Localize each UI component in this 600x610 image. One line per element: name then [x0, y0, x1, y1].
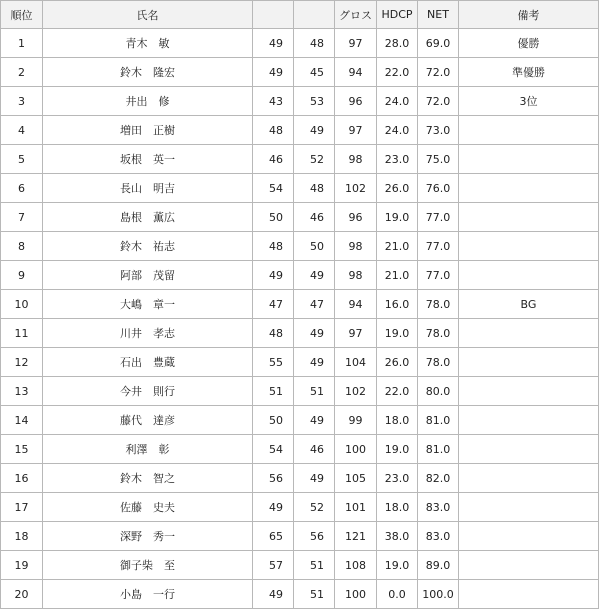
cell-in: 52: [294, 145, 335, 174]
cell-gross: 100: [335, 435, 377, 464]
header-gross: グロス: [335, 1, 377, 29]
cell-out: 47: [253, 290, 294, 319]
cell-name: 深野 秀一: [43, 522, 253, 551]
cell-rank: 9: [1, 261, 43, 290]
table-row: [1, 377, 599, 406]
cell-gross: 94: [335, 58, 377, 87]
cell-hdcp: 19.0: [377, 435, 418, 464]
cell-rank: 8: [1, 232, 43, 261]
table-row: [1, 464, 599, 493]
header-out: [253, 1, 294, 29]
cell-gross: 97: [335, 319, 377, 348]
table-row: [1, 29, 599, 58]
cell-name: 小島 一行: [43, 580, 253, 609]
cell-in: 49: [294, 406, 335, 435]
cell-name: 井出 修: [43, 87, 253, 116]
cell-out: 49: [253, 580, 294, 609]
cell-rank: 5: [1, 145, 43, 174]
cell-out: 48: [253, 232, 294, 261]
table-row: [1, 232, 599, 261]
cell-hdcp: 21.0: [377, 261, 418, 290]
header-hdcp: HDCP: [377, 1, 418, 29]
cell-hdcp: 26.0: [377, 348, 418, 377]
cell-note: [459, 261, 599, 290]
cell-name: 島根 薫広: [43, 203, 253, 232]
cell-in: 49: [294, 261, 335, 290]
table-row: [1, 493, 599, 522]
cell-in: 49: [294, 116, 335, 145]
cell-net: 89.0: [418, 551, 459, 580]
cell-out: 55: [253, 348, 294, 377]
cell-hdcp: 22.0: [377, 377, 418, 406]
cell-in: 56: [294, 522, 335, 551]
cell-net: 78.0: [418, 319, 459, 348]
cell-net: 82.0: [418, 464, 459, 493]
cell-gross: 98: [335, 145, 377, 174]
table-row: [1, 203, 599, 232]
cell-note: [459, 232, 599, 261]
cell-in: 45: [294, 58, 335, 87]
cell-note: [459, 377, 599, 406]
table-row: [1, 174, 599, 203]
cell-note: [459, 145, 599, 174]
header-note: 備考: [459, 1, 599, 29]
cell-name: 利澤 彰: [43, 435, 253, 464]
cell-hdcp: 22.0: [377, 58, 418, 87]
cell-net: 77.0: [418, 232, 459, 261]
cell-gross: 101: [335, 493, 377, 522]
cell-out: 49: [253, 493, 294, 522]
cell-out: 54: [253, 435, 294, 464]
table-row: [1, 580, 599, 609]
cell-in: 52: [294, 493, 335, 522]
cell-in: 49: [294, 348, 335, 377]
header-net: NET: [418, 1, 459, 29]
cell-rank: 1: [1, 29, 43, 58]
cell-name: 阿部 茂留: [43, 261, 253, 290]
table-row: [1, 145, 599, 174]
table-row: [1, 58, 599, 87]
cell-in: 48: [294, 174, 335, 203]
table-row: [1, 435, 599, 464]
cell-hdcp: 19.0: [377, 319, 418, 348]
cell-name: 佐藤 史夫: [43, 493, 253, 522]
cell-out: 54: [253, 174, 294, 203]
cell-gross: 97: [335, 116, 377, 145]
table-row: [1, 551, 599, 580]
table-row: [1, 87, 599, 116]
cell-gross: 102: [335, 377, 377, 406]
cell-note: 準優勝: [459, 58, 599, 87]
cell-net: 81.0: [418, 406, 459, 435]
header-name: 氏名: [43, 1, 253, 29]
cell-gross: 98: [335, 232, 377, 261]
cell-gross: 98: [335, 261, 377, 290]
cell-name: 長山 明吉: [43, 174, 253, 203]
cell-note: [459, 203, 599, 232]
cell-out: 43: [253, 87, 294, 116]
cell-rank: 4: [1, 116, 43, 145]
cell-rank: 2: [1, 58, 43, 87]
cell-hdcp: 24.0: [377, 116, 418, 145]
cell-net: 83.0: [418, 493, 459, 522]
cell-net: 76.0: [418, 174, 459, 203]
cell-in: 46: [294, 435, 335, 464]
cell-rank: 19: [1, 551, 43, 580]
cell-rank: 12: [1, 348, 43, 377]
cell-net: 81.0: [418, 435, 459, 464]
table-row: [1, 116, 599, 145]
cell-out: 49: [253, 58, 294, 87]
cell-hdcp: 19.0: [377, 551, 418, 580]
cell-name: 青木 敏: [43, 29, 253, 58]
cell-gross: 108: [335, 551, 377, 580]
cell-in: 49: [294, 464, 335, 493]
header-rank: 順位: [1, 1, 43, 29]
cell-out: 49: [253, 261, 294, 290]
cell-in: 51: [294, 580, 335, 609]
cell-name: 鈴木 隆宏: [43, 58, 253, 87]
cell-net: 78.0: [418, 290, 459, 319]
header-row: [1, 1, 599, 29]
cell-name: 御子柴 至: [43, 551, 253, 580]
cell-out: 65: [253, 522, 294, 551]
cell-note: [459, 348, 599, 377]
cell-note: [459, 580, 599, 609]
cell-name: 今井 則行: [43, 377, 253, 406]
cell-note: 優勝: [459, 29, 599, 58]
table-row: [1, 406, 599, 435]
cell-rank: 13: [1, 377, 43, 406]
cell-net: 83.0: [418, 522, 459, 551]
cell-hdcp: 38.0: [377, 522, 418, 551]
cell-rank: 18: [1, 522, 43, 551]
cell-hdcp: 23.0: [377, 464, 418, 493]
cell-hdcp: 24.0: [377, 87, 418, 116]
cell-gross: 96: [335, 203, 377, 232]
cell-rank: 15: [1, 435, 43, 464]
cell-hdcp: 18.0: [377, 406, 418, 435]
cell-out: 49: [253, 29, 294, 58]
cell-out: 48: [253, 319, 294, 348]
cell-hdcp: 21.0: [377, 232, 418, 261]
cell-in: 50: [294, 232, 335, 261]
cell-hdcp: 19.0: [377, 203, 418, 232]
cell-note: [459, 464, 599, 493]
cell-net: 73.0: [418, 116, 459, 145]
cell-net: 77.0: [418, 203, 459, 232]
cell-gross: 99: [335, 406, 377, 435]
table-row: [1, 261, 599, 290]
cell-name: 大嶋 章一: [43, 290, 253, 319]
cell-in: 46: [294, 203, 335, 232]
cell-in: 51: [294, 377, 335, 406]
cell-gross: 105: [335, 464, 377, 493]
cell-in: 47: [294, 290, 335, 319]
cell-hdcp: 26.0: [377, 174, 418, 203]
cell-gross: 94: [335, 290, 377, 319]
cell-gross: 121: [335, 522, 377, 551]
cell-rank: 7: [1, 203, 43, 232]
cell-net: 75.0: [418, 145, 459, 174]
cell-name: 藤代 達彦: [43, 406, 253, 435]
cell-out: 51: [253, 377, 294, 406]
cell-in: 53: [294, 87, 335, 116]
cell-name: 川井 孝志: [43, 319, 253, 348]
table-header: [1, 1, 599, 29]
cell-net: 80.0: [418, 377, 459, 406]
table-row: [1, 319, 599, 348]
cell-note: [459, 319, 599, 348]
cell-rank: 3: [1, 87, 43, 116]
cell-gross: 104: [335, 348, 377, 377]
cell-in: 49: [294, 319, 335, 348]
cell-note: [459, 435, 599, 464]
cell-out: 50: [253, 406, 294, 435]
cell-name: 鈴木 智之: [43, 464, 253, 493]
cell-rank: 20: [1, 580, 43, 609]
cell-in: 48: [294, 29, 335, 58]
cell-rank: 6: [1, 174, 43, 203]
cell-out: 50: [253, 203, 294, 232]
cell-hdcp: 0.0: [377, 580, 418, 609]
cell-gross: 96: [335, 87, 377, 116]
cell-gross: 100: [335, 580, 377, 609]
cell-gross: 97: [335, 29, 377, 58]
cell-note: [459, 551, 599, 580]
table-body: [1, 29, 599, 609]
cell-net: 72.0: [418, 87, 459, 116]
cell-gross: 102: [335, 174, 377, 203]
cell-note: BG: [459, 290, 599, 319]
cell-note: [459, 522, 599, 551]
table-row: [1, 290, 599, 319]
cell-name: 鈴木 祐志: [43, 232, 253, 261]
cell-rank: 16: [1, 464, 43, 493]
cell-name: 坂根 英一: [43, 145, 253, 174]
cell-out: 48: [253, 116, 294, 145]
cell-out: 46: [253, 145, 294, 174]
header-in: [294, 1, 335, 29]
cell-note: 3位: [459, 87, 599, 116]
cell-net: 69.0: [418, 29, 459, 58]
cell-note: [459, 493, 599, 522]
table-row: [1, 522, 599, 551]
cell-out: 56: [253, 464, 294, 493]
cell-net: 78.0: [418, 348, 459, 377]
cell-net: 77.0: [418, 261, 459, 290]
cell-hdcp: 28.0: [377, 29, 418, 58]
cell-note: [459, 116, 599, 145]
cell-rank: 17: [1, 493, 43, 522]
cell-name: 増田 正樹: [43, 116, 253, 145]
cell-hdcp: 16.0: [377, 290, 418, 319]
cell-net: 100.0: [418, 580, 459, 609]
cell-hdcp: 23.0: [377, 145, 418, 174]
cell-hdcp: 18.0: [377, 493, 418, 522]
cell-rank: 10: [1, 290, 43, 319]
cell-note: [459, 174, 599, 203]
cell-in: 51: [294, 551, 335, 580]
cell-name: 石出 豊蔵: [43, 348, 253, 377]
cell-net: 72.0: [418, 58, 459, 87]
cell-rank: 14: [1, 406, 43, 435]
cell-note: [459, 406, 599, 435]
cell-rank: 11: [1, 319, 43, 348]
table-row: [1, 348, 599, 377]
cell-out: 57: [253, 551, 294, 580]
